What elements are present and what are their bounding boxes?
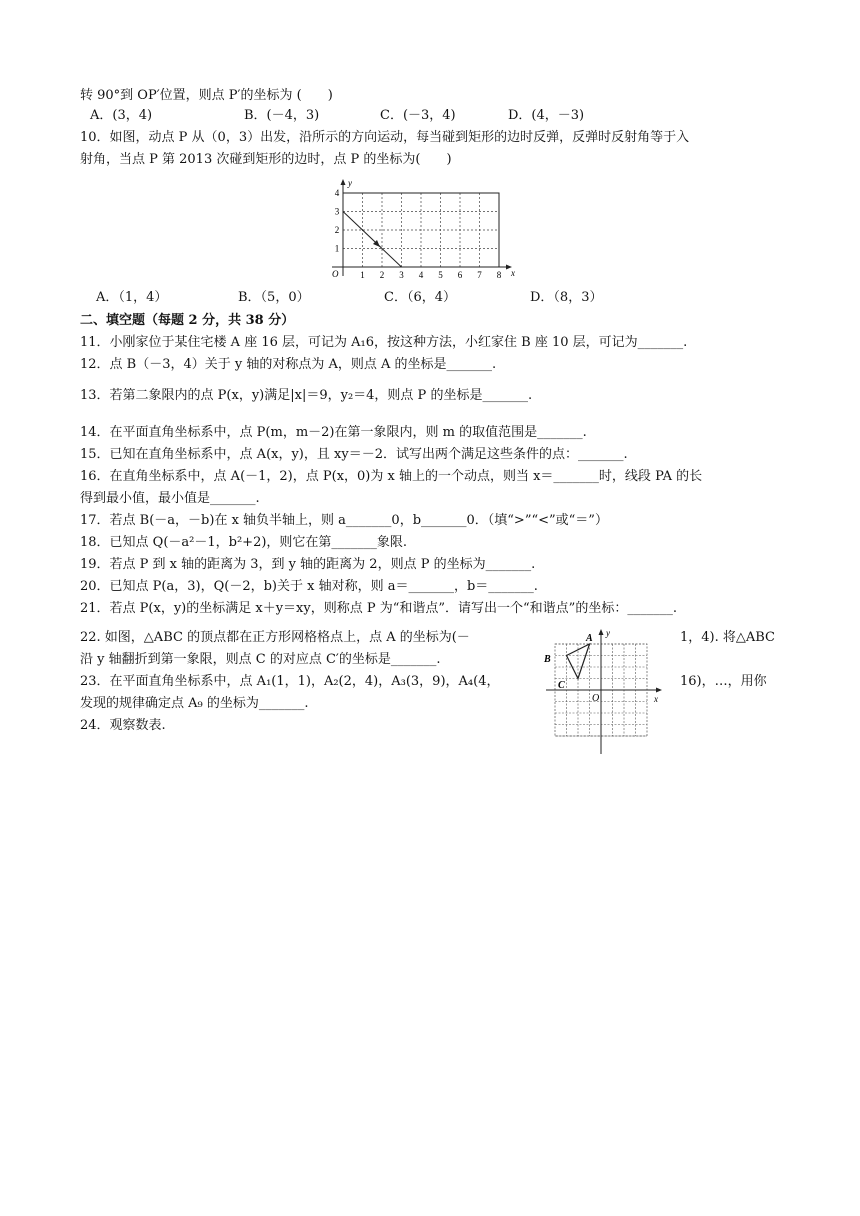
q12-text: 12．点 B（－3，4）关于 y 轴的对称点为 A，则点 A 的坐标是_______. [80,357,497,372]
q10-x-tick: 2 [379,270,385,280]
q16-line1: 16．在直角坐标系中，点 A(－1，2)，点 P(x，0)为 x 轴上的一个动点，则当 x＝_______时，线段 PA 的长 [80,469,703,484]
q23-line2: 发现的规律确定点 A₉ 的坐标为_______. [80,696,309,711]
q10-y-tick: 3 [334,206,340,217]
q9-option-d: D．(4，－3) [508,108,585,123]
q10-x-tick: 3 [399,270,404,280]
q10-origin-label: O [332,269,339,279]
q22-label-c: C [558,680,565,691]
q14-text: 14．在平面直角坐标系中，点 P(m，m－2)在第一象限内，则 m 的取值范围是_______. [80,425,587,440]
q10-option-b: B．（5，0） [238,290,310,305]
q23-line1-right: 16)，…，用你 [680,674,767,689]
q10-figure [328,176,520,280]
q9-text: 转 90°到 OP′位置，则点 P′的坐标为 ( ) [80,88,333,103]
q10-line1: 10．如图，动点 P 从（0，3）出发，沿所示的方向运动，每当碰到矩形的边时反弹，反弹时反射角等于入 [80,130,690,145]
q17-text: 17．若点 B(－a，－b)在 x 轴负半轴上，则 a_______0，b_______0．（填“>”“<”或“＝”） [80,513,608,528]
q10-line2: 射角，当点 P 第 2013 次碰到矩形的边时，点 P 的坐标为( ) [80,152,452,167]
q22-label-b: B [544,654,551,665]
q10-x-tick: 1 [360,270,365,280]
q16-line2: 得到最小值，最小值是_______. [80,491,260,506]
q22-origin-label: O [592,693,600,704]
q22-figure [540,626,670,758]
q10-y-tick: 4 [334,188,340,198]
q22-label-a: A [586,633,593,644]
q10-option-a: A．（1，4） [96,290,168,305]
q10-y-tick: 2 [334,225,340,235]
section-heading: 二、填空题（每题 2 分，共 38 分） [80,313,295,328]
q10-x-label: x [511,268,515,278]
q9-option-a: A．(3，4) [90,108,153,123]
q22-x-label: x [654,694,658,704]
q10-x-tick: 4 [418,270,424,280]
q21-text: 21．若点 P(x，y)的坐标满足 x＋y＝xy，则称点 P 为“和谐点”．请写出一个“和谐点”的坐标：_______. [80,601,677,616]
q23-line1-left: 23．在平面直角坐标系中，点 A₁(1，1)，A₂(2，4)，A₃(3，9)，A₄(4， [80,674,500,689]
q9-option-c: C．(－3，4) [380,108,456,123]
q22-line1-right: 1，4). 将△ABC [680,630,776,645]
q24-text: 24．观察数表. [80,718,166,733]
q9-option-b: B．(－4，3) [244,108,320,123]
q10-y-label: y [348,178,352,188]
q11-text: 11．小刚家位于某住宅楼 A 座 16 层，可记为 A₁6，按这种方法，小红家住 B 座 10 层，可记为_______. [80,335,688,350]
q10-x-tick: 8 [496,270,502,280]
q10-x-tick: 5 [438,270,443,280]
q13-text: 13．若第二象限内的点 P(x，y)满足|x|＝9，y₂＝4，则点 P 的坐标是_______. [80,388,533,403]
q19-text: 19．若点 P 到 x 轴的距离为 3，到 y 轴的距离为 2，则点 P 的坐标为_______. [80,557,536,572]
q10-y-tick: 1 [334,243,340,254]
q22-y-label: y [606,628,610,638]
q18-text: 18．已知点 Q(－a²－1，b²+2)，则它在第_______象限. [80,535,408,550]
q15-text: 15．已知在直角坐标系中，点 A(x，y)，且 xy＝－2．试写出两个满足这些条件的点：_______. [80,447,628,462]
q22-line1-left: 22. 如图，△ABC 的顶点都在正方形网格格点上，点 A 的坐标为(－ [80,630,470,645]
q20-text: 20．已知点 P(a，3)，Q(－2，b)关于 x 轴对称，则 a＝_______，b＝_______. [80,579,538,594]
q10-x-tick: 6 [457,270,463,280]
q10-option-d: D．（8，3） [530,290,603,305]
q10-x-tick: 7 [477,270,482,280]
q22-line2: 沿 y 轴翻折到第一象限，则点 C 的对应点 C′的坐标是_______. [80,652,441,667]
q10-option-c: C．（6，4） [384,290,456,305]
